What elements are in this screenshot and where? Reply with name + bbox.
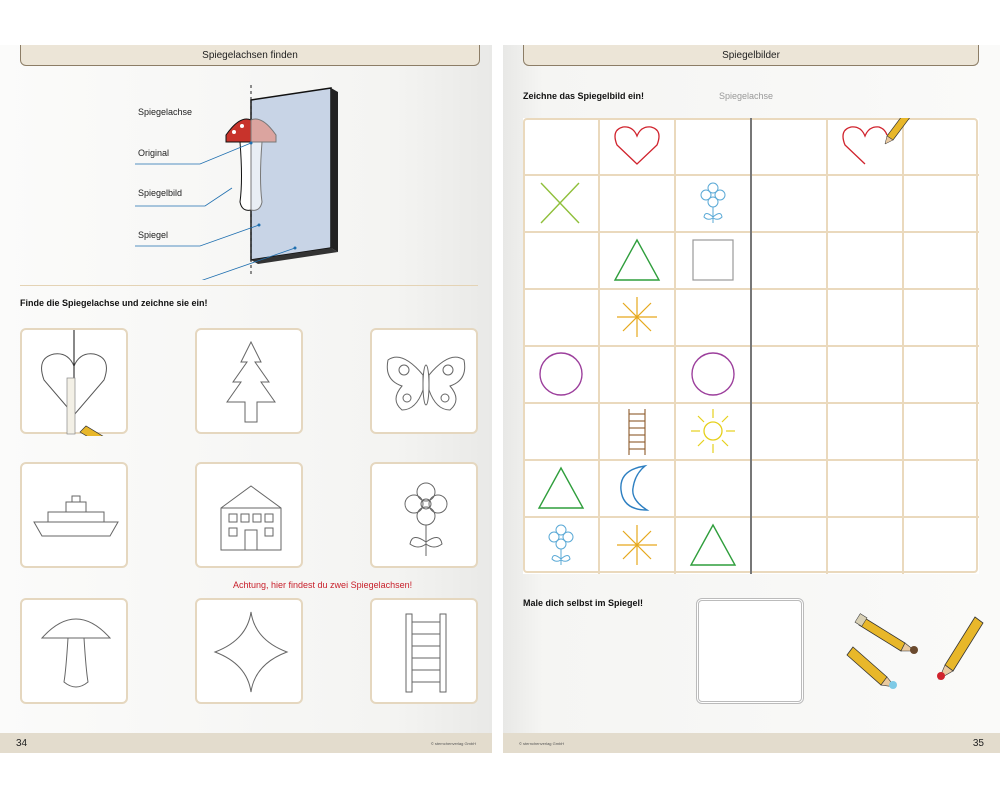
label-original: Original (138, 148, 170, 158)
pencil-drawn-heart (827, 118, 979, 175)
page-title: Spiegelachsen finden (20, 45, 480, 66)
heart-icon (599, 118, 675, 175)
copyright: © sternchenverlag GmbH (519, 740, 565, 746)
square-icon (675, 232, 751, 289)
left-page (0, 45, 492, 753)
copyright: © sternchenverlag GmbH (430, 740, 476, 746)
tile-ladder[interactable] (370, 598, 478, 704)
right-page (503, 45, 1000, 753)
heart-icon (22, 330, 130, 436)
mirror-grid (523, 118, 979, 574)
ship-icon (22, 464, 130, 570)
page-title: Spiegelbilder (523, 45, 979, 66)
instruction: Zeichne das Spiegelbild ein! (523, 91, 645, 101)
footer-right (503, 733, 1000, 753)
tile-ship[interactable] (20, 462, 128, 568)
ladder-icon (599, 403, 675, 460)
tile-tree[interactable] (195, 328, 303, 434)
divider (20, 285, 478, 286)
tile-house[interactable] (195, 462, 303, 568)
butterfly-icon (372, 330, 480, 436)
axis-label: Spiegelachse (719, 91, 774, 101)
self-instruction: Male dich selbst im Spiegel! (523, 598, 644, 608)
triangle-icon (523, 460, 599, 517)
label-spiegel: Spiegel (138, 230, 169, 240)
house-icon (197, 464, 305, 570)
label-spiegelbild: Spiegelbild (138, 188, 183, 198)
circle-icon (523, 346, 599, 403)
label-spiegelachse: Spiegelachse (138, 107, 193, 117)
page-number: 34 (16, 737, 28, 749)
pencil-icon (847, 647, 897, 689)
tile-butterfly[interactable] (370, 328, 478, 434)
page-number: 35 (972, 737, 984, 749)
circle-icon (675, 346, 751, 403)
tile-mushroom[interactable] (20, 598, 128, 704)
note-two-axes: Achtung, hier findest du zwei Spiegelachsen! (233, 580, 413, 590)
self-portrait-frame[interactable] (696, 598, 804, 704)
triangle-icon (675, 517, 751, 574)
sun-icon (675, 403, 751, 460)
footer-left (0, 733, 492, 753)
star-icon (599, 517, 675, 574)
tile-star[interactable] (195, 598, 303, 704)
moon-icon (599, 460, 675, 517)
pencil-icon (937, 617, 983, 680)
star-icon (599, 289, 675, 346)
ladder-icon (372, 600, 480, 706)
instruction: Finde die Spiegelachse und zeichne sie ein! (20, 298, 208, 308)
flower-icon (372, 464, 480, 570)
triangle-icon (599, 232, 675, 289)
tree-icon (197, 330, 305, 436)
flower-icon (523, 517, 599, 574)
tile-heart[interactable] (20, 328, 128, 434)
star-icon (197, 600, 305, 706)
flower-icon (675, 175, 751, 232)
pencil-icon (855, 614, 918, 654)
tile-flower[interactable] (370, 462, 478, 568)
pencils-decoration (843, 605, 993, 705)
cross-icon (523, 175, 599, 232)
mushroom-icon (22, 600, 130, 706)
